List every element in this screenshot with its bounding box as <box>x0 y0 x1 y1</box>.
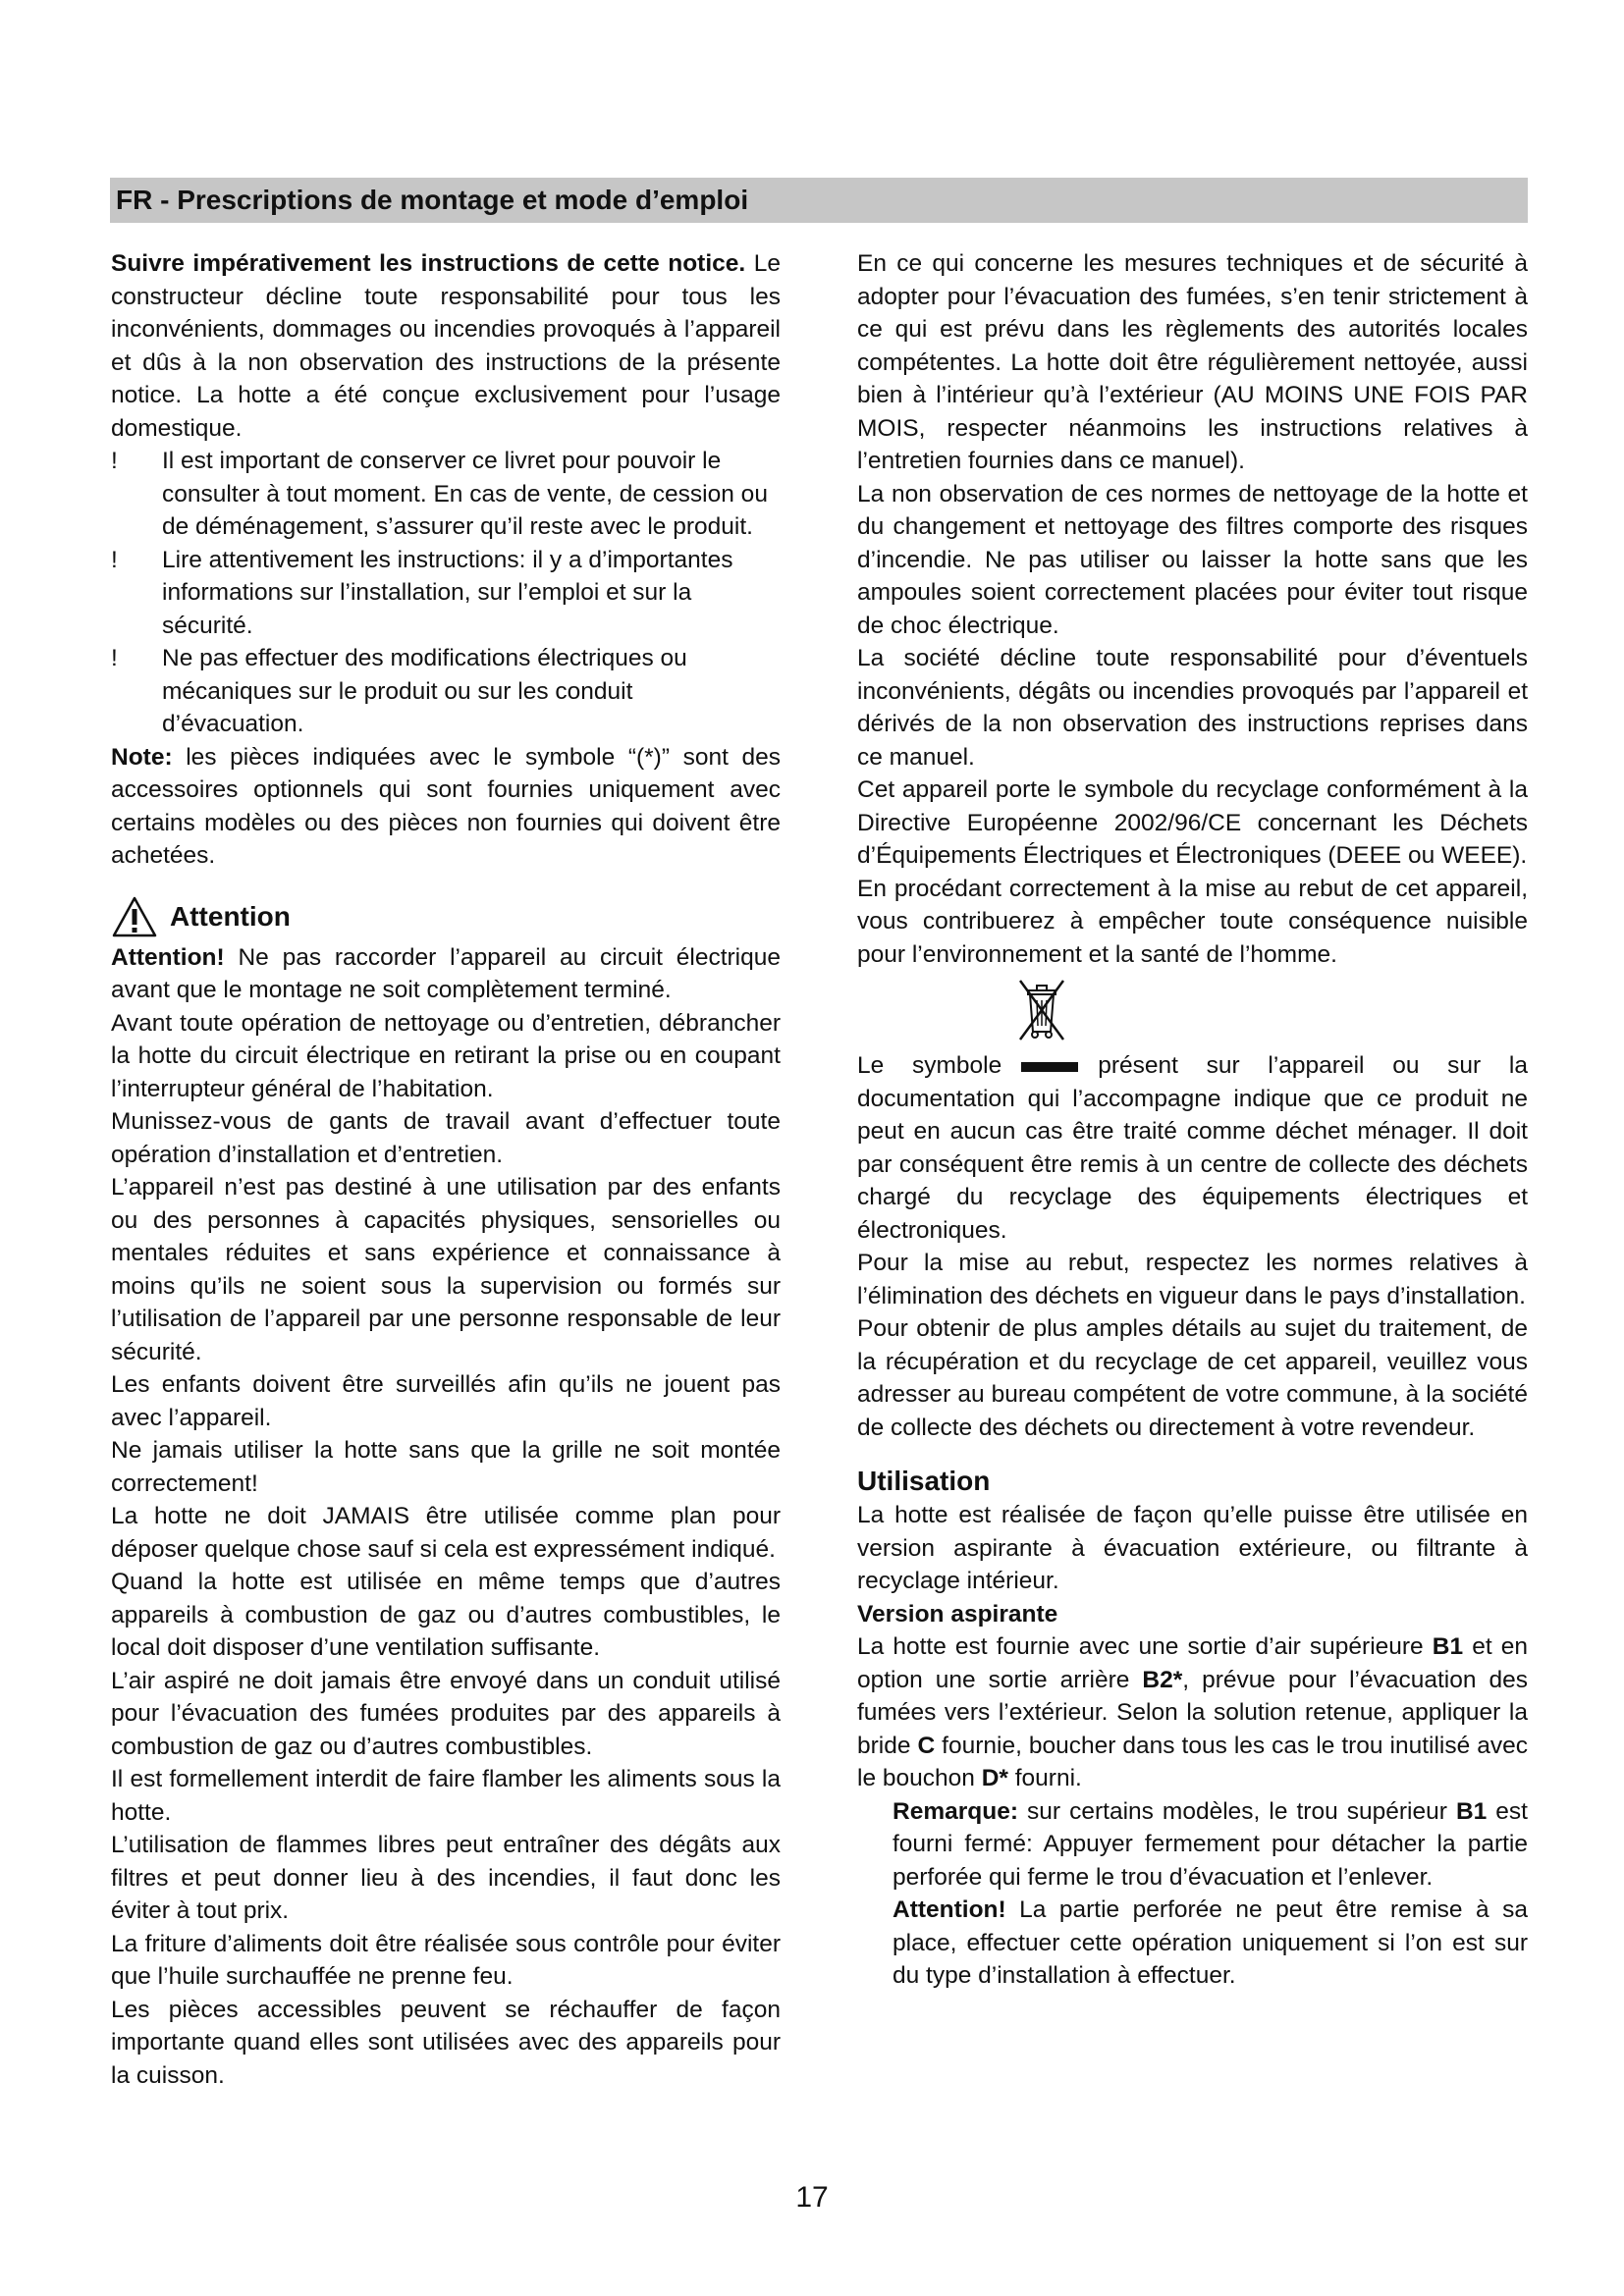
right-paragraph: Pour la mise au rebut, respectez les normes relatives à l’élimination des déchets en vigueur dans le pays d’installation. <box>857 1250 1528 1309</box>
intro-rest: Le constructeur décline toute responsabilité pour tous les inconvénients, dommages ou incendies provoqués à l’appareil et dûs à la non observation des instructions de la présente notice. La hotte a été conçue exclusivement pour l’usage domestique. <box>111 250 782 442</box>
symbol-prefix: Le symbole <box>857 1052 1002 1079</box>
bullet-item <box>111 642 781 741</box>
remarque-paragraph <box>857 1795 1528 1895</box>
note-text: les pièces indiquées avec le symbole “(*)” sont des accessoires optionnels qui sont fournies uniquement avec certains modèles ou des pièces non fournies qui doivent être achetées. <box>111 743 781 869</box>
ref-d: D* <box>981 1765 1008 1791</box>
attention-title: Attention <box>170 900 291 932</box>
attention2-label: Attention! <box>893 1896 1006 1923</box>
right-paragraph: La société décline toute responsabilité pour d’éventuels inconvénients, dégâts ou incendies provoqués par l’appareil et dérivés de la non observation des instructions reprises dans ce manuel. <box>857 645 1528 771</box>
utilisation-paragraph: La hotte est réalisée de façon qu’elle puisse être utilisée en version aspirante à évacuation extérieure, ou filtrante à recyclage intérieur. <box>857 1502 1528 1594</box>
safety-paragraph: Il est formellement interdit de faire flamber les aliments sous la hotte. <box>111 1766 781 1826</box>
ref-b1: B1 <box>1432 1633 1464 1660</box>
attention-label: Attention! <box>111 943 225 971</box>
remarque-text: est fourni fermé: Appuyer fermement pour détacher la partie perforée qui ferme le trou d’évacuation et l’enlever. <box>893 1797 1528 1891</box>
crossed-bin-icon <box>1014 977 1069 1043</box>
note-label: Note: <box>111 743 173 771</box>
safety-paragraph: Quand la hotte est utilisée en même temps que d’autres appareils à combustion de gaz ou d’autres combustibles, le local doit disposer d’une ventilation suffisante. <box>111 1569 781 1661</box>
version-text: et en option une sortie arrière <box>857 1633 1528 1693</box>
version-text: La hotte est fournie avec une sortie d’air supérieure <box>857 1633 1433 1660</box>
utilisation-heading: Utilisation <box>857 1466 991 1496</box>
attention-text: Ne pas raccorder l’appareil au circuit électrique avant que le montage ne soit complètement terminé. <box>111 943 781 1003</box>
intro-paragraph <box>111 247 781 445</box>
warning-triangle-icon <box>111 895 158 938</box>
bullet-item <box>111 445 781 544</box>
bullet-text: Lire attentivement les instructions: il y a d’importantes informations sur l’installation, sur l’emploi et sur la sécurité. <box>162 546 733 639</box>
attention2-text: La partie perforée ne peut être remise à sa place, effectuer cette opération uniquement si l’on est sur du type d’installation à effectuer. <box>893 1896 1528 1989</box>
version-heading: Version aspirante <box>857 1600 1058 1628</box>
safety-paragraph: La friture d’aliments doit être réalisée sous contrôle pour éviter que l’huile surchauffée ne prenne feu. <box>111 1930 781 1990</box>
version-text: fournie, boucher dans tous les cas le trou inutilisé avec le bouchon <box>857 1732 1528 1791</box>
section-title: FR - Prescriptions de montage et mode d’emploi <box>116 185 749 215</box>
note-paragraph <box>111 741 781 873</box>
safety-paragraph: L’utilisation de flammes libres peut entraîner des dégâts aux filtres et peut donner lieu à des incendies, il faut donc les éviter à tout prix. <box>111 1832 781 1924</box>
safety-paragraph: Les enfants doivent être surveillés afin qu’ils ne jouent pas avec l’appareil. <box>111 1371 781 1431</box>
bullet-text: Il est important de conserver ce livret pour pouvoir le consulter à tout moment. En cas de vente, de cession ou de déménagement, s’assurer qu’il reste avec le produit. <box>162 448 768 540</box>
attention-heading <box>111 892 781 941</box>
bullet-text: Ne pas effectuer des modifications électriques ou mécaniques sur le produit ou sur les conduit d’évacuation. <box>162 645 687 737</box>
right-paragraph: En ce qui concerne les mesures techniques et de sécurité à adopter pour l’évacuation des fumées, s’en tenir strictement à ce qui est prévu dans les règlements des autorités locales compétentes. La hotte doit être régulièrement nettoyée, aussi bien à l’intérieur qu’à l’extérieur (AU MOINS UNE FOIS PAR MOIS, respecter néanmoins les instructions relatives à l’entretien fournies dans ce manuel). <box>857 250 1528 474</box>
right-paragraph: En procédant correctement à la mise au rebut de cet appareil, vous contribuerez à empêcher toute conséquence nuisible pour l’environnement et la santé de l’homme. <box>857 875 1528 968</box>
bullet-item <box>111 544 781 643</box>
black-bar-icon <box>1021 1062 1078 1072</box>
version-paragraph <box>857 1630 1528 1795</box>
attention2-paragraph <box>857 1894 1528 1993</box>
safety-paragraph: Munissez-vous de gants de travail avant d’effectuer toute opération d’installation et d’entretien. <box>111 1108 781 1168</box>
version-text: , prévue pour l’évacuation des fumées vers l’extérieur. Selon la solution retenue, appliquer la bride <box>857 1666 1528 1759</box>
right-paragraph: Cet appareil porte le symbole du recyclage conformément à la Directive Européenne 2002/96/CE concernant les Déchets d’Équipements Électriques et Électroniques (DEEE ou WEEE). <box>857 776 1528 869</box>
remarque-label: Remarque: <box>893 1797 1018 1825</box>
safety-paragraph: L’air aspiré ne doit jamais être envoyé dans un conduit utilisé pour l’évacuation des fumées produites par des appareils à combustion de gaz ou d’autres combustibles. <box>111 1667 781 1760</box>
page-number: 17 <box>795 2181 829 2214</box>
safety-paragraph: L’appareil n’est pas destiné à une utilisation par des enfants ou des personnes à capacités physiques, sensorielles ou mentales réduites et sans expérience et connaissance à moins qu’ils ne soient sous la supervision ou formés sur l’utilisation de l’appareil par une personne responsable de leur sécurité. <box>111 1174 781 1365</box>
safety-paragraph: La hotte ne doit JAMAIS être utilisée comme plan pour déposer quelque chose sauf si cela est expressément indiqué. <box>111 1503 781 1563</box>
left-column <box>111 247 781 2092</box>
right-column <box>857 247 1528 1993</box>
ref-c: C <box>917 1732 936 1759</box>
attention-paragraph <box>111 941 781 1007</box>
weee-symbol-area <box>857 971 1528 1049</box>
remarque-text: sur certains modèles, le trou supérieur <box>1017 1797 1456 1825</box>
safety-paragraph: Les pièces accessibles peuvent se réchauffer de façon importante quand elles sont utilisées avec des appareils pour la cuisson. <box>111 1996 781 2089</box>
right-paragraph: La non observation de ces normes de nettoyage de la hotte et du changement et nettoyage des filtres comporte des risques d’incendie. Ne pas utiliser ou laisser la hotte sans que les ampoules soient correctement placées pour éviter tout risque de choc électrique. <box>857 480 1528 639</box>
intro-bold: Suivre impérativement les instructions de cette notice. <box>111 250 746 277</box>
bullet-mark: ! <box>111 645 118 671</box>
safety-paragraph: Ne jamais utiliser la hotte sans que la grille ne soit montée correctement! <box>111 1437 781 1497</box>
ref-b2: B2* <box>1142 1666 1183 1693</box>
bullet-mark: ! <box>111 546 118 573</box>
symbol-paragraph <box>857 1049 1528 1247</box>
safety-paragraph: Avant toute opération de nettoyage ou d’entretien, débrancher la hotte du circuit électrique en retirant la prise ou en coupant l’interrupteur général de l’habitation. <box>111 1009 781 1102</box>
ref-b1: B1 <box>1455 1797 1488 1825</box>
version-text: fourni. <box>1007 1765 1082 1791</box>
bullet-mark: ! <box>111 448 118 474</box>
symbol-suffix: présent sur l’appareil ou sur la documentation qui l’accompagne indique que ce produit ne peut en aucun cas être traité comme déchet ménager. Il doit par conséquent être remis à un centre de collecte des déchets chargé du recyclage des équipements électriques et électroniques. <box>857 1052 1529 1244</box>
right-paragraph: Pour obtenir de plus amples détails au sujet du traitement, de la récupération et du recyclage de cet appareil, veuillez vous adresser au bureau compétent de votre commune, à la société de collecte des déchets ou directement à votre revendeur. <box>857 1315 1528 1441</box>
